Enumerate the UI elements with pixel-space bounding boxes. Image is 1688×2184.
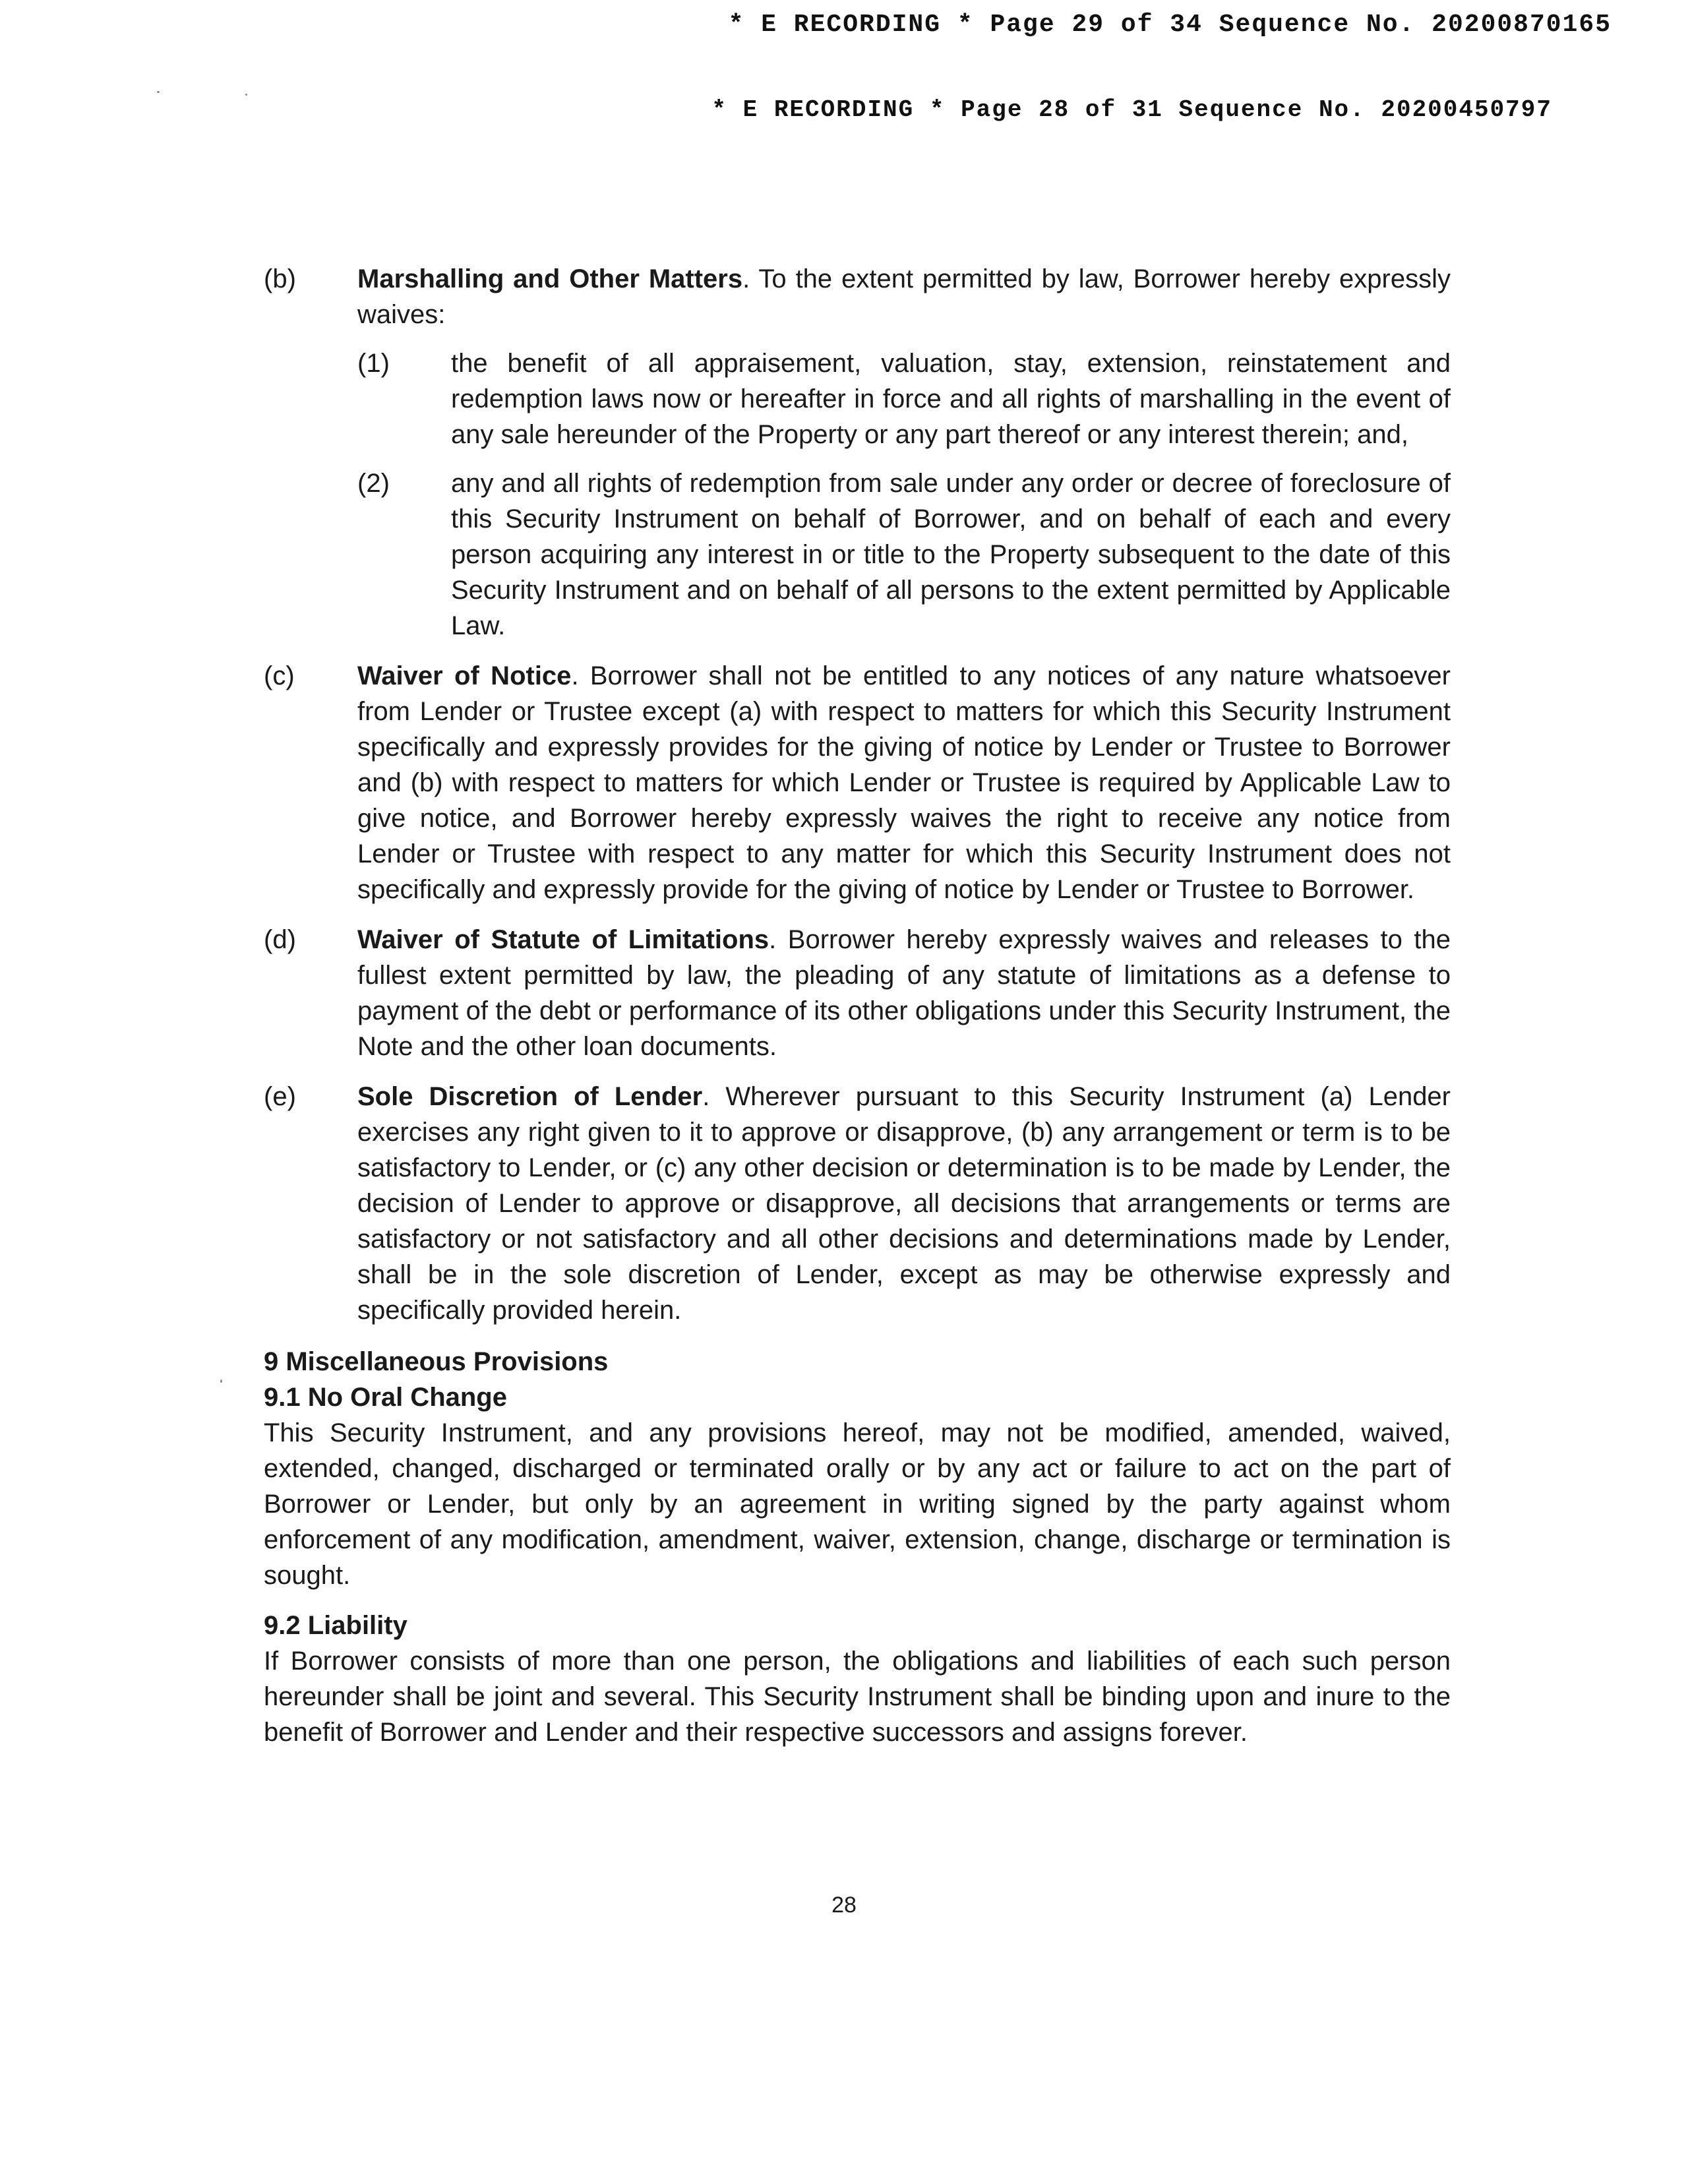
subclause-2: [357, 466, 1451, 644]
clause-d: [264, 922, 1451, 1064]
subsection-heading-9-2: 9.2 Liability: [264, 1611, 407, 1640]
clause-body: . Wherever pursuant to this Security Instrument (a) Lender exercises any right given to it to approve or disapprove, (b) any arrangement or term is to be satisfactory to Lender, or (c) any other decision or determination is to be made by Lender, the decision of Lender to approve or disapprove, all decisions that arrangements or terms are satisfactory or not satisfactory and all other decisions and determinations made by Lender, shall be in the sole discretion of Lender, except as may be otherwise expressly and specifically provided herein.: [357, 1082, 1451, 1325]
scan-speck: [157, 91, 160, 93]
section-heading: 9 Miscellaneous Provisions: [264, 1347, 609, 1376]
subclause-text: the benefit of all appraisement, valuation, stay, extension, reinstatement and redemption laws now or hereafter in force and all rights of marshalling in the event of any sale hereunder of the Property or any part thereof or any interest therein; and,: [451, 349, 1451, 449]
subclause-1: [357, 346, 1451, 452]
subsection-heading-9-1: 9.1 No Oral Change: [264, 1383, 507, 1412]
clause-label: (d): [264, 925, 296, 954]
clause-e: [264, 1079, 1451, 1328]
clause-label: (e): [264, 1082, 296, 1111]
clause-body: . To the extent permitted by law, Borrower hereby expressly waives:: [357, 264, 1451, 329]
clause-title: Waiver of Statute of Limitations: [357, 925, 769, 954]
clause-title: Waiver of Notice: [357, 661, 572, 690]
clause-c: [264, 658, 1451, 907]
clause-title: Marshalling and Other Matters: [357, 264, 743, 293]
section-9: [264, 1344, 1451, 1750]
page-number: 28: [831, 1893, 857, 1918]
clause-b: [264, 261, 1451, 644]
scan-speck: [245, 94, 247, 96]
subclause-label: (1): [357, 349, 390, 378]
subsection-text-9-1: This Security Instrument, and any provisions hereof, may not be modified, amended, waived, extended, changed, discharged or terminated orally or by any act or failure to act on the part of Borrower or Lender, but only by an agreement in writing signed by the party against whom enforcement of any modification, amendment, waiver, extension, change, discharge or termination is sought.: [264, 1418, 1451, 1590]
subsection-text-9-2: If Borrower consists of more than one person, the obligations and liabilities of each such person hereunder shall be joint and several. This Security Instrument shall be binding upon and inure to the benefit of Borrower and Lender and their respective successors and assigns forever.: [264, 1647, 1451, 1747]
scan-speck: [220, 1380, 222, 1383]
clause-label: (b): [264, 264, 296, 293]
clause-title: Sole Discretion of Lender: [357, 1082, 703, 1111]
clause-body: . Borrower hereby expressly waives and releases to the fullest extent permitted by law, the pleading of any statute of limitations as a defense to payment of the debt or performance of its other obligations under this Security Instrument, the Note and the other loan documents.: [357, 925, 1451, 1061]
clause-label: (c): [264, 661, 295, 690]
document-body: [264, 261, 1451, 1750]
subclause-label: (2): [357, 469, 390, 498]
recording-stamp-second: * E RECORDING * Page 28 of 31 Sequence No. 20200450797: [711, 96, 1552, 123]
subclause-text: any and all rights of redemption from sale under any order or decree of foreclosure of this Security Instrument on behalf of Borrower, and on behalf of each and every person acquiring any interest in or title to the Property subsequent to the date of this Security Instrument and on behalf of all persons to the extent permitted by Applicable Law.: [451, 469, 1451, 640]
recording-stamp-top: * E RECORDING * Page 29 of 34 Sequence No. 20200870165: [728, 11, 1612, 39]
clause-body: . Borrower shall not be entitled to any notices of any nature whatsoever from Lender or Trustee except (a) with respect to matters for which this Security Instrument specifically and expressly provides for the giving of notice by Lender or Trustee to Borrower and (b) with respect to matters for which Lender or Trustee is required by Applicable Law to give notice, and Borrower hereby expressly waives the right to receive any notice from Lender or Trustee with respect to any matter for which this Security Instrument does not specifically and expressly provide for the giving of notice by Lender or Trustee to Borrower.: [357, 661, 1451, 904]
